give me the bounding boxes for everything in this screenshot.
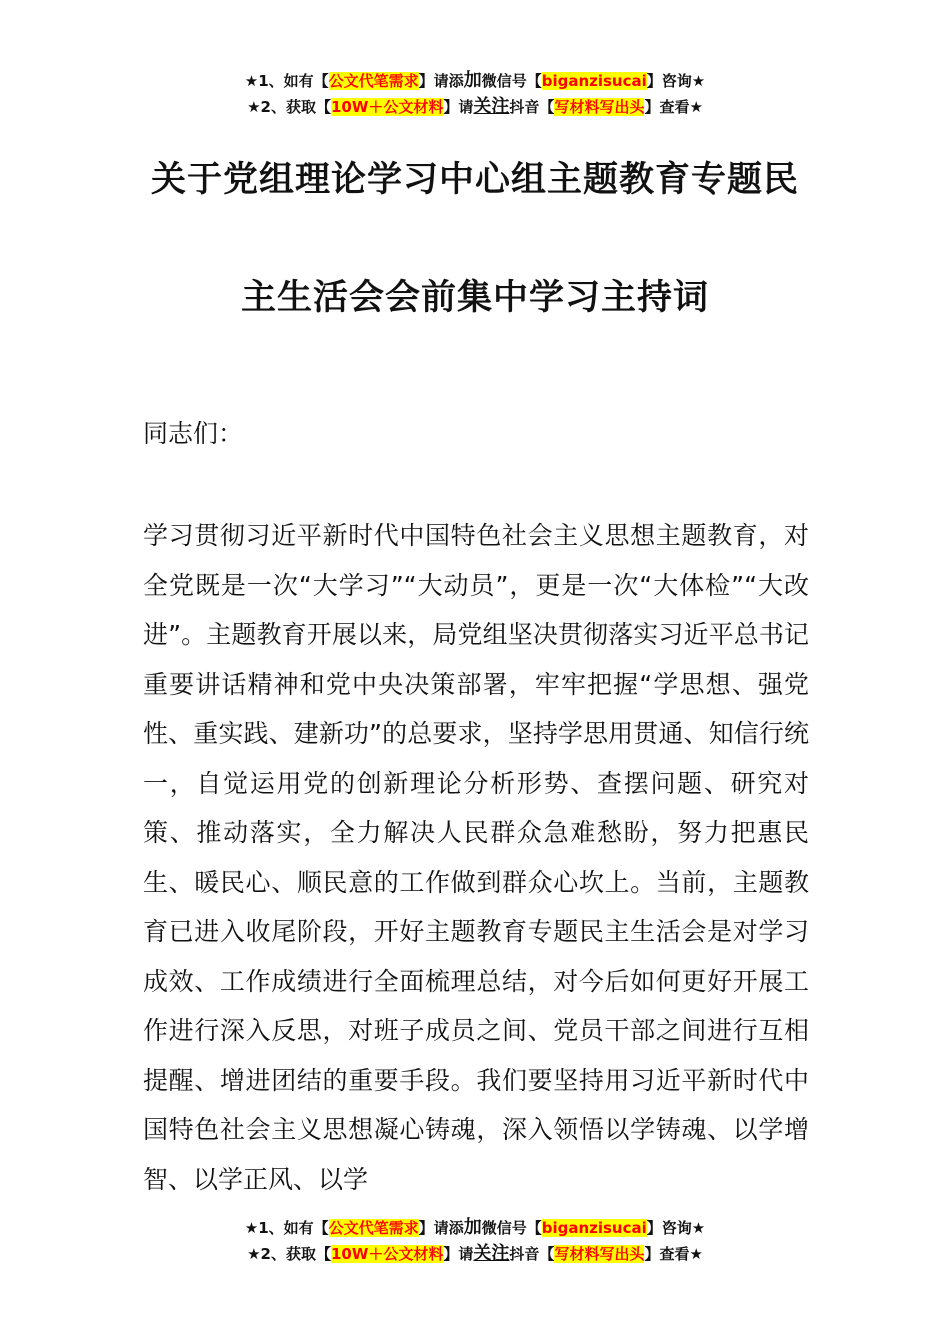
star-icon: ★ [247,98,261,116]
banner-line-1: ★1、如有【公文代笔需求】请添加微信号【biganzisucai】咨询★ [244,70,706,91]
banner-wechat-id: biganzisucai [541,1219,647,1237]
star-icon: ★ [247,1245,261,1263]
salutation: 同志们： [143,419,244,448]
footer-banner [0,1215,950,1267]
banner-line-2: ★2、获取【10W＋公文材料】请关注抖音【写材料写出头】查看★ [247,1243,703,1264]
banner-wechat-id: biganzisucai [541,72,647,90]
banner-highlight: 公文代笔需求 [328,72,419,90]
star-icon: ★ [244,1219,259,1237]
header-banner [0,68,950,120]
banner-douyin-id: 写材料写出头 [554,1245,645,1263]
banner-douyin-id: 写材料写出头 [554,98,645,116]
body-paragraph: 学习贯彻习近平新时代中国特色社会主义思想主题教育，对全党既是一次“大学习”“大动员”，更是一次“大体检”“大改进”。主题教育开展以来，局党组坚决贯彻落实习近平总书记重要讲话精神和党中央决策部署，牢牢把握“学思想、强党性、重实践、建新功”的总要求，坚持学思用贯通、知信行统一，自觉运用党的创新理论分析形势、查摆问题、研究对策、推动落实，全力解决人民群众急难愁盼，努力把惠民生、暖民心、顺民意的工作做到群众心坎上。当前，主题教育已进入收尾阶段，开好主题教育专题民主生活会是对学习成效、工作成绩进行全面梳理总结，对今后如何更好开展工作进行深入反思，对班子成员之间、党员干部之间进行互相提醒、增进团结的重要手段。我们要坚持用习近平新时代中国特色社会主义思想凝心铸魂，深入领悟以学铸魂、以学增智、以学正风、以学 [143,521,809,1194]
banner-highlight: 公文代笔需求 [328,1219,419,1237]
banner-line-1: ★1、如有【公文代笔需求】请添加微信号【biganzisucai】咨询★ [244,1217,706,1238]
document-title-line-2: 主生活会会前集中学习主持词 [240,278,709,318]
document-title-line-1: 关于党组理论学习中心组主题教育专题民 [150,160,799,200]
banner-line-2: ★2、获取【10W＋公文材料】请关注抖音【写材料写出头】查看★ [247,96,703,117]
banner-highlight: 10W＋公文材料 [330,98,444,116]
star-icon: ★ [244,72,259,90]
banner-highlight: 10W＋公文材料 [330,1245,444,1263]
